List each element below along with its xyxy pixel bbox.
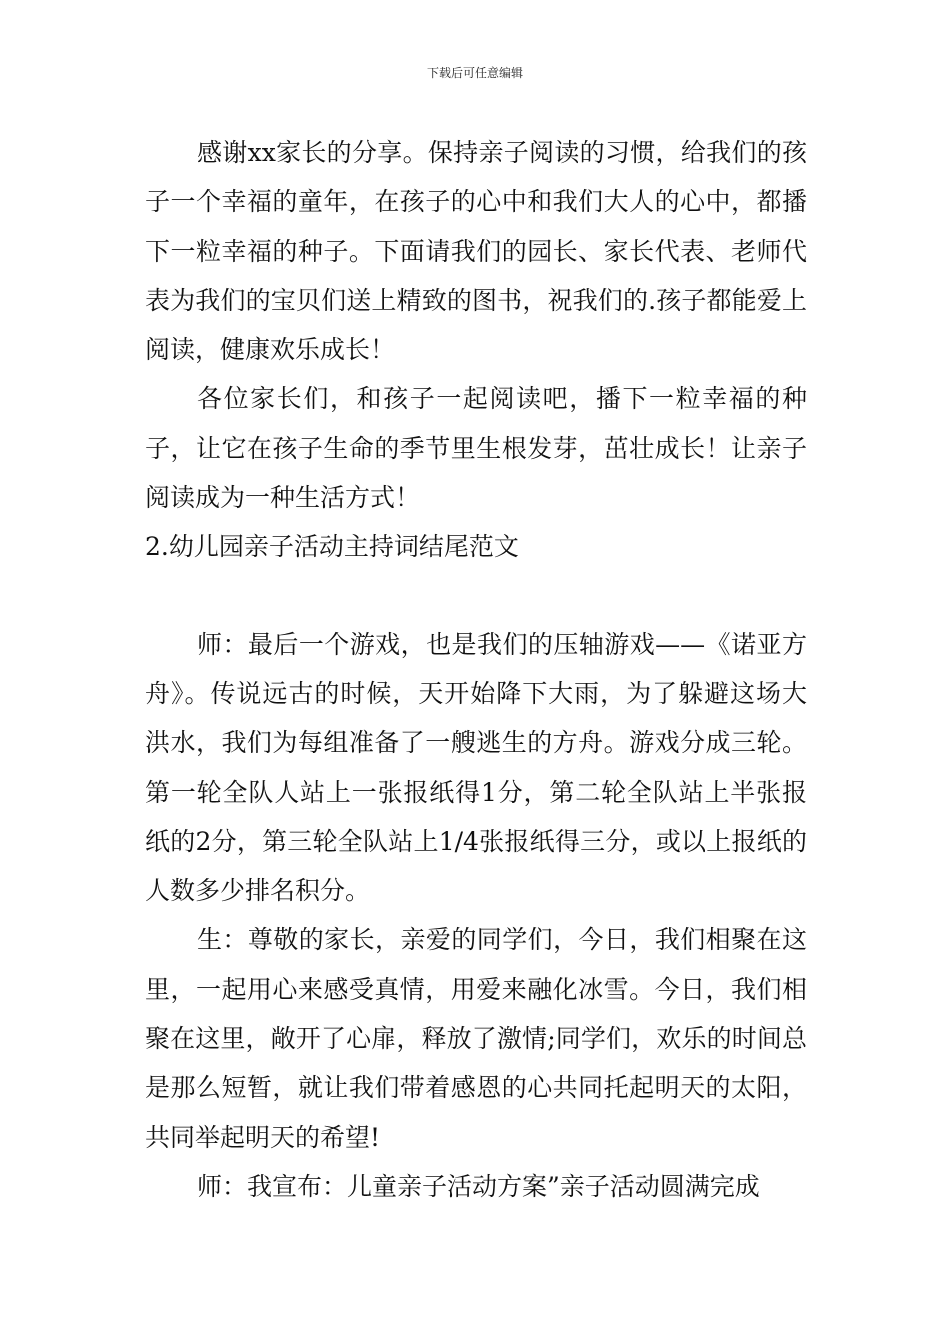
section-title: 2.幼儿园亲子活动主持词结尾范文	[145, 532, 519, 562]
document-body	[145, 128, 807, 1211]
page-header: 下载后可任意编辑	[426, 66, 523, 80]
paragraph-thanks: 感谢xx家长的分享。保持亲子阅读的习惯，给我们的孩子一个幸福的童年，在孩子的心中和我们大人的心中，都播下一粒幸福的种子。下面请我们的园长、家长代表、老师代表为我们的宝贝们送上精致的图书，祝我们的.孩子都能爱上阅读，健康欢乐成长！	[145, 138, 807, 365]
paragraph-student-speech: 生：尊敬的家长，亲爱的同学们，今日，我们相聚在这里，一起用心来感受真情，用爱来融化冰雪。今日，我们相聚在这里，敞开了心扉，释放了激情;同学们，欢乐的时间总是那么短暂，就让我们带着感恩的心共同托起明天的太阳，共同举起明天的希望!	[145, 925, 807, 1152]
paragraph-teacher-game: 师：最后一个游戏，也是我们的压轴游戏——《诺亚方舟》。传说远古的时候，天开始降下大雨，为了躲避这场大洪水，我们为每组准备了一艘逃生的方舟。游戏分成三轮。第一轮全队人站上一张报纸得1分，第二轮全队站上半张报纸的2分，第三轮全队站上1/4张报纸得三分，或以上报纸的人数多少排名积分。	[145, 629, 807, 906]
section-spacer	[145, 572, 807, 620]
paragraph-teacher-closing: 师：我宣布：儿童亲子活动方案”亲子活动圆满完成	[197, 1171, 760, 1201]
paragraph-parents-reading: 各位家长们，和孩子一起阅读吧，播下一粒幸福的种子，让它在孩子生命的季节里生根发芽，茁壮成长！让亲子阅读成为一种生活方式！	[145, 384, 807, 513]
